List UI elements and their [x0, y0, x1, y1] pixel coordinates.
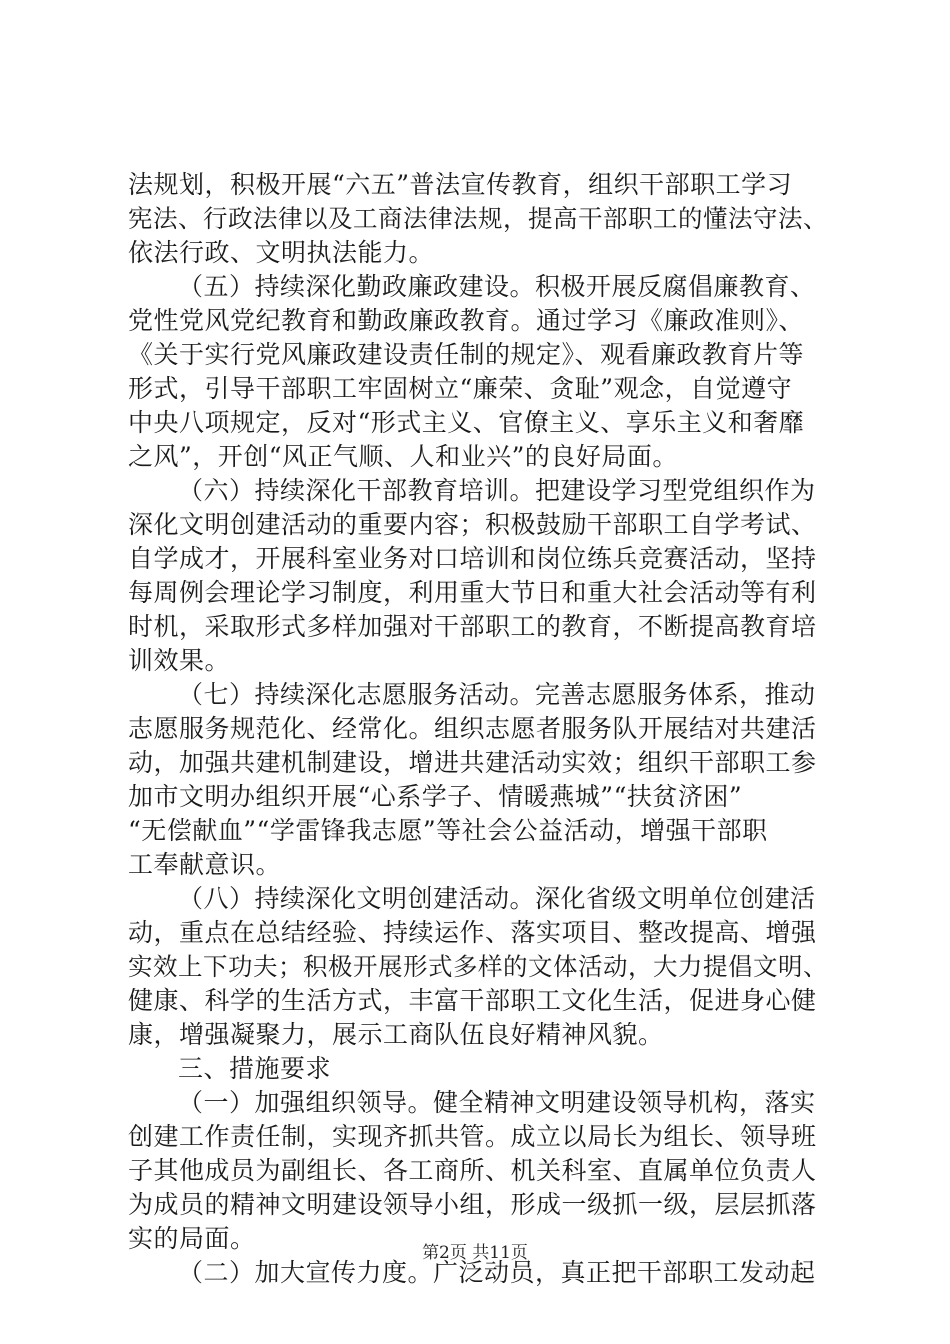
- text-line: 之风”，开创“风正气顺、人和业兴”的良好局面。: [128, 442, 678, 471]
- text-line: 训效果。: [128, 646, 231, 675]
- text-line: 健康、科学的生活方式，丰富干部职工文化生活，促进身心健: [128, 986, 817, 1015]
- text-line: 自学成才，开展科室业务对口培训和岗位练兵竞赛活动，坚持: [128, 544, 817, 573]
- text-line: “无偿献血”“学雷锋我志愿”等社会公益活动，增强干部职: [128, 816, 768, 845]
- text-line: 法规划，积极开展“六五”普法宣传教育，组织干部职工学习: [128, 170, 793, 199]
- page-footer: [0, 1242, 950, 1264]
- text-line: 深化文明创建活动的重要内容；积极鼓励干部职工自学考试、: [128, 510, 817, 539]
- text-line: 为成员的精神文明建设领导小组，形成一级抓一级，层层抓落: [128, 1190, 817, 1219]
- text-line: 宪法、行政法律以及工商法律法规，提高干部职工的懂法守法、: [128, 204, 828, 233]
- text-line: 动，重点在总结经验、持续运作、落实项目、整改提高、增强: [128, 918, 817, 947]
- text-line: （六）持续深化干部教育培训。把建设学习型党组织作为: [178, 476, 816, 505]
- text-line: （二）加大宣传力度。广泛动员，真正把干部职工发动起: [178, 1258, 816, 1287]
- text-line: 三、措施要求: [178, 1054, 332, 1083]
- text-line: 志愿服务规范化、经常化。组织志愿者服务队开展结对共建活: [128, 714, 817, 743]
- text-line: 加市文明办组织开展“心系学子、情暖燕城”“扶贫济困”: [128, 782, 743, 811]
- text-line: （八）持续深化文明创建活动。深化省级文明单位创建活: [178, 884, 816, 913]
- text-line: 子其他成员为副组长、各工商所、机关科室、直属单位负责人: [128, 1156, 817, 1185]
- text-line: （五）持续深化勤政廉政建设。积极开展反腐倡廉教育、: [178, 272, 816, 301]
- text-line: 实的局面。: [128, 1224, 256, 1253]
- text-line: 动，加强共建机制建设，增进共建活动实效；组织干部职工参: [128, 748, 817, 777]
- text-line: 工奉献意识。: [128, 850, 282, 879]
- text-line: （七）持续深化志愿服务活动。完善志愿服务体系，推动: [178, 680, 816, 709]
- text-line: 康，增强凝聚力，展示工商队伍良好精神风貌。: [128, 1020, 664, 1049]
- text-line: 《关于实行党风廉政建设责任制的规定》、观看廉政教育片等: [128, 340, 805, 369]
- text-lines: [128, 168, 828, 1290]
- page-number: 第2页 共11页: [422, 1243, 528, 1263]
- text-line: 创建工作责任制，实现齐抓共管。成立以局长为组长、领导班: [128, 1122, 817, 1151]
- text-line: 中央八项规定，反对“形式主义、官僚主义、享乐主义和奢靡: [128, 408, 805, 437]
- document-body: [128, 168, 828, 1290]
- text-line: 依法行政、文明执法能力。: [128, 238, 435, 267]
- text-line: 每周例会理论学习制度，利用重大节日和重大社会活动等有利: [128, 578, 817, 607]
- text-line: 党性党风党纪教育和勤政廉政教育。通过学习《廉政准则》、: [128, 306, 805, 335]
- text-line: 形式，引导干部职工牢固树立“廉荣、贪耻”观念，自觉遵守: [128, 374, 793, 403]
- text-line: （一）加强组织领导。健全精神文明建设领导机构，落实: [178, 1088, 816, 1117]
- text-line: 时机，采取形式多样加强对干部职工的教育，不断提高教育培: [128, 612, 817, 641]
- text-line: 实效上下功夫；积极开展形式多样的文体活动，大力提倡文明、: [128, 952, 828, 981]
